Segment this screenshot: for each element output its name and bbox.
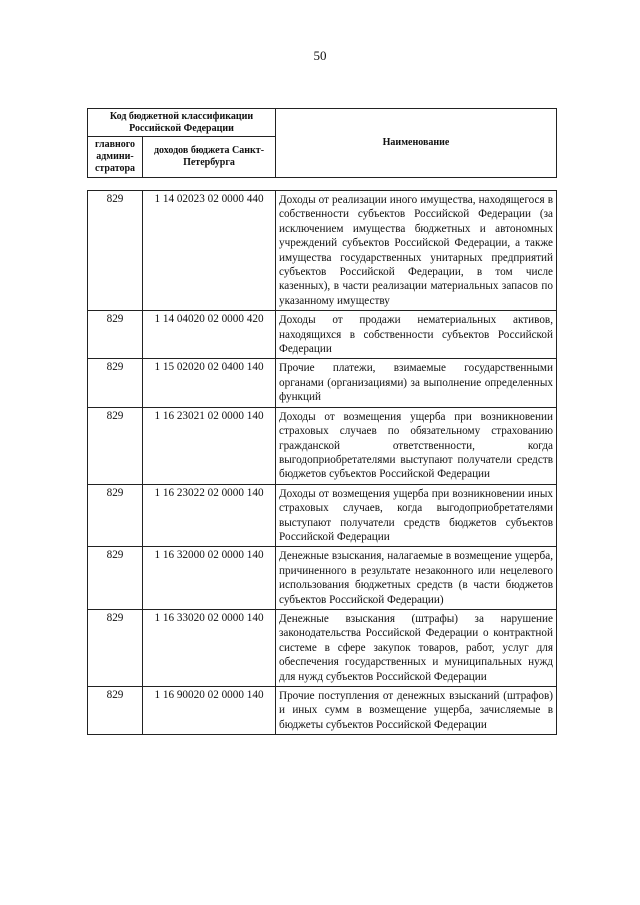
table-row bbox=[88, 191, 557, 311]
budget-code-cell: 1 14 02023 02 0000 440 bbox=[143, 191, 276, 311]
budget-code-cell: 1 15 02020 02 0400 140 bbox=[143, 359, 276, 407]
table-header bbox=[87, 108, 557, 178]
admin-code-cell: 829 bbox=[88, 547, 143, 610]
income-name-cell: Денежные взыскания, налагаемые в возмещение ущерба, причиненного в результате незаконного или нецелевого использования бюджетных средств (в части бюджетов субъектов Российской Федерации) bbox=[276, 547, 557, 610]
budget-code-cell: 1 16 23022 02 0000 140 bbox=[143, 484, 276, 547]
income-name-cell: Доходы от продажи нематериальных активов, находящихся в собственности субъектов Российской Федерации bbox=[276, 311, 557, 359]
table-row bbox=[88, 547, 557, 610]
budget-code-cell: 1 16 23021 02 0000 140 bbox=[143, 407, 276, 484]
table-row bbox=[88, 311, 557, 359]
budget-code-cell: 1 14 04020 02 0000 420 bbox=[143, 311, 276, 359]
budget-code-cell: 1 16 33020 02 0000 140 bbox=[143, 609, 276, 686]
admin-code-cell: 829 bbox=[88, 484, 143, 547]
budget-code-cell: 1 16 32000 02 0000 140 bbox=[143, 547, 276, 610]
income-codes-table bbox=[87, 190, 557, 735]
admin-code-cell: 829 bbox=[88, 311, 143, 359]
income-name-cell: Доходы от реализации иного имущества, находящегося в собственности субъектов Российской Федерации (за исключением имущества бюджетных и автономных учреждений субъектов Российской Федерации, а также имущества государственных унитарных предприятий субъектов Российской Федерации, в том числе казенных), в части реализации материальных запасов по указанному имуществу bbox=[276, 191, 557, 311]
budget-code-cell: 1 16 90020 02 0000 140 bbox=[143, 687, 276, 735]
admin-code-cell: 829 bbox=[88, 687, 143, 735]
income-name-cell: Доходы от возмещения ущерба при возникновении иных страховых случаев, когда выгодоприобретателями выступают получатели средств бюджетов субъектов Российской Федерации bbox=[276, 484, 557, 547]
table-row bbox=[88, 407, 557, 484]
name-column-header: Наименование bbox=[276, 109, 557, 178]
table-row bbox=[88, 484, 557, 547]
admin-code-cell: 829 bbox=[88, 359, 143, 407]
admin-code-cell: 829 bbox=[88, 407, 143, 484]
income-name-cell: Денежные взыскания (штрафы) за нарушение законодательства Российской Федерации о контрактной системе в сфере закупок товаров, работ, услуг для обеспечения государственных и муниципальных нужд для нужд субъектов Российской Федерации bbox=[276, 609, 557, 686]
income-name-cell: Прочие платежи, взимаемые государственными органами (организациями) за выполнение определенных функций bbox=[276, 359, 557, 407]
admin-code-cell: 829 bbox=[88, 191, 143, 311]
code-group-header: Код бюджетной классификации Российской Федерации bbox=[88, 109, 276, 137]
table-row bbox=[88, 609, 557, 686]
table-row bbox=[88, 359, 557, 407]
income-name-cell: Доходы от возмещения ущерба при возникновении страховых случаев по обязательному страхованию гражданской ответственности, когда выгодоприобретателями выступают получатели средств бюджетов субъектов Российской Федерации bbox=[276, 407, 557, 484]
admin-column-header: главного админи-стратора bbox=[88, 137, 143, 178]
code-column-header: доходов бюджета Санкт-Петербурга bbox=[143, 137, 276, 178]
page-number: 50 bbox=[313, 48, 327, 63]
table-row bbox=[88, 687, 557, 735]
admin-code-cell: 829 bbox=[88, 609, 143, 686]
income-name-cell: Прочие поступления от денежных взысканий (штрафов) и иных сумм в возмещение ущерба, зачисляемые в бюджеты субъектов Российской Федерации bbox=[276, 687, 557, 735]
